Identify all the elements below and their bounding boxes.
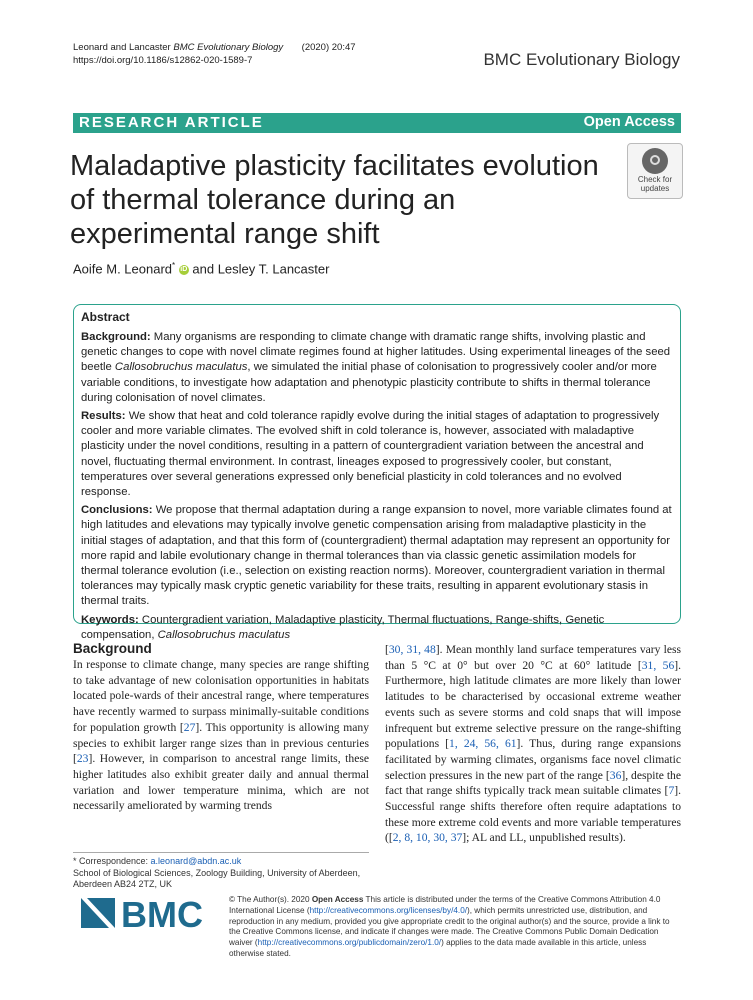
body-text: ]. This opportunity is allowing many species to exhibit larger range sizes than in previous centuries [ — [73, 720, 369, 766]
conclusions-text: We propose that thermal adaptation during a range expansion to novel, more variable climates found at high latitudes and elevations may typically involve genetic compensation arising from maladaptive plasticity in the initial stages of adaptation, and that this form of (countergradient) thermal adaptation may represent an opportunity for more rapid and labile evolutionary change in thermal tolerances than via classic genetic assimilation models for thermal tolerance evolution (i.e., selection on existing reaction norms). Moreover, countergradient variation in thermal tolerances may typically mask cryptic genetic variability for these traits, resulting in apparent evolutionary stasis in thermal traits. — [81, 504, 672, 608]
citation-header — [73, 41, 356, 67]
body-text: In response to climate change, many species are range shifting to take advantage of new colonisation opportunities in habitats located pole-wards of their ancestral range, where temperatures have recently warmed to surpass minimally-suitable conditions for population growth [ — [73, 658, 369, 734]
article-type-band — [73, 113, 681, 133]
abstract-heading: Abstract — [81, 310, 130, 324]
license-text: This article is distributed under the terms of the Creative Commons Attribution 4.0 International License ( — [229, 895, 661, 915]
body-text: ]. Mean monthly land surface temperatures vary less than 5 °C at 0° but over 20 °C at 60° latitude [ — [385, 643, 682, 672]
email-link[interactable]: a.leonard@abdn.ac.uk — [150, 856, 242, 866]
author-list — [73, 261, 329, 276]
background-text: Many organisms are responding to climate change with dramatic range shifts, involving plastic and genetic changes to cope with novel climate regimes found at higher latitudes. Using experimental lineages of the seed beetle — [81, 331, 671, 374]
keywords-text: Countergradient variation, Maladaptive plasticity, Thermal fluctuations, Range-shifts, Genetic compensation, — [81, 613, 605, 641]
abstract-box — [73, 304, 681, 641]
section-heading: Background — [73, 641, 152, 656]
article-type-label: RESEARCH ARTICLE — [79, 114, 264, 131]
body-text: ]; AL and LL, unpublished results). — [462, 831, 626, 845]
license-open-access: Open Access — [311, 895, 364, 904]
body-text: ]. Furthermore, high latitude climates are more likely than lower latitudes to be characterised by occasional extreme weather events such as severe storms and cold snaps that will impose infrequent but extreme selective pressure on the range-shifting populations [ — [385, 658, 682, 751]
body-text: ]. However, in comparison to ancestral range limits, these higher latitudes also exhibit greater daily and annual thermal variation and lower temperature minima, which are not necessarily ameliorated by warming trends — [73, 752, 369, 813]
abstract-background — [81, 330, 673, 406]
affiliation-line: School of Biological Sciences, Zoology Building, University of Aberdeen, — [73, 867, 361, 878]
orcid-icon[interactable]: iD — [180, 265, 188, 273]
conclusions-label: Conclusions: — [81, 504, 153, 517]
body-text: ], despite the fact that range shifts typically track mean suitable climates [ — [385, 768, 682, 798]
corresponding-mark: * — [172, 261, 176, 270]
species-name: Callosobruchus maculatus — [114, 361, 248, 374]
affiliation-line: Aberdeen AB24 2TZ, UK — [73, 879, 173, 889]
keyword-species: Callosobruchus maculatus — [157, 628, 291, 641]
body-column-left — [73, 657, 369, 814]
license-url[interactable]: http://creativecommons.org/licenses/by/4.0/ — [309, 905, 468, 915]
results-label: Results: — [81, 410, 126, 423]
citation-year: (2020) 20:47 — [301, 42, 356, 53]
citation-link[interactable]: 2, 8, 10, 30, 37 — [392, 831, 463, 845]
abstract-conclusions — [81, 503, 673, 609]
citation-link[interactable]: 23 — [76, 752, 89, 766]
results-text: We show that heat and cold tolerance rapidly evolve during the initial stages of adaptation to progressively cooler and more variable climates. The evolved shift in cold tolerance is, however, associated with maladaptive plasticity under the novel conditions, resulting in a pattern of countergradient variation between the ancestral and novel, fluctuating thermal environment. In contrast, lineages exposed to progressively cooler, but constant, temperatures over several generations expressed only beneficial plasticity in cold tolerances and no evolved response. — [81, 410, 660, 499]
citation-link[interactable]: 27 — [183, 720, 196, 734]
author-connector: and — [188, 261, 218, 277]
author-name[interactable]: Lesley T. Lancaster — [217, 261, 330, 277]
background-text: , we simulated the initial phase of colonisation to progressively cooler and/or more variable conditions, to investigate how adaptation and phenotypic plasticity contribute to shifts in thermal tolerance during colonisation of novel climates. — [81, 361, 657, 404]
body-column-right: [30, 31, 48]. Mean monthly land surface temperatures vary less than 5 °C at 0° but over 20 °C at 60° latitude [31, 56]. Furthermore, high latitude climates are more likely than lower latitudes to be characterised by occasional extreme weather events such as severe storms and cold snaps that will impose infrequent but extreme selective pressure on the range-shifting populations [1, 24, 56, 61]. Thus, during range expansions facilitated by warming climates, organisms face novel climatic selection pressures in the new part of the range [36], despite the fact that range shifts typically track mean suitable climates [7]. Successful range shifts therefore often require adaptations to these more extreme cold events and more variable temperatures ([2, 8, 10, 30, 37]; AL and LL, unpublished results). — [385, 643, 682, 845]
author-name[interactable]: Aoife M. Leonard — [73, 261, 173, 277]
abstract-results — [81, 409, 673, 500]
citation-journal: BMC Evolutionary Biology — [173, 42, 284, 53]
license-statement — [229, 895, 681, 960]
citation-link[interactable]: 1, 24, 56, 61 — [449, 737, 517, 751]
keywords-label: Keywords: — [81, 613, 139, 626]
license-text: ) applies to the data made available in this article, unless otherwise stated. — [229, 938, 647, 958]
citation-link[interactable]: 36 — [609, 768, 622, 782]
body-text: ]. Thus, during range expansions facilitated by warming climates, organisms face novel climatic selection pressures in the new part of the range [ — [385, 737, 681, 782]
check-updates-line2: updates — [640, 184, 670, 193]
citation-authors: Leonard and Lancaster — [73, 42, 171, 53]
citation-link[interactable]: 7 — [668, 784, 675, 798]
background-label: Background: — [81, 331, 151, 343]
article-title: Maladaptive plasticity facilitates evolution of thermal tolerance during an experimental range shift — [70, 150, 599, 250]
check-updates-line1: Check for — [637, 175, 673, 184]
open-access-label: Open Access — [583, 114, 675, 130]
check-updates-icon — [642, 148, 668, 174]
body-text: ]. Successful range shifts therefore often require adaptations to these more extreme cold events and more variable temperatures ([ — [385, 784, 681, 845]
bmc-logo — [81, 894, 215, 932]
journal-name: BMC Evolutionary Biology — [483, 50, 680, 69]
bmc-logo-icon — [81, 894, 215, 932]
doi-link[interactable]: https://doi.org/10.1186/s12862-020-1589-7 — [73, 55, 253, 66]
license-text: ), which permits unrestricted use, distribution, and reproduction in any medium, provided you give appropriate credit to the original author(s) and the source, provide a link to the Creative Commons license, and indicate if changes were made. The Creative Commons Public Domain Dedication waiver ( — [229, 905, 670, 948]
license-prefix: © The Author(s). 2020 — [229, 895, 312, 904]
waiver-url[interactable]: http://creativecommons.org/publicdomain/zero/1.0/ — [257, 938, 442, 948]
bmc-logo-text: BMC — [121, 894, 203, 932]
citation-link[interactable]: 31, 56 — [641, 658, 675, 672]
check-for-updates-button[interactable] — [627, 143, 683, 199]
correspondence-label: * Correspondence: — [73, 856, 151, 866]
citation-link[interactable]: 30, 31, 48 — [388, 643, 436, 656]
abstract-keywords — [81, 613, 673, 643]
correspondence-note — [73, 852, 369, 891]
